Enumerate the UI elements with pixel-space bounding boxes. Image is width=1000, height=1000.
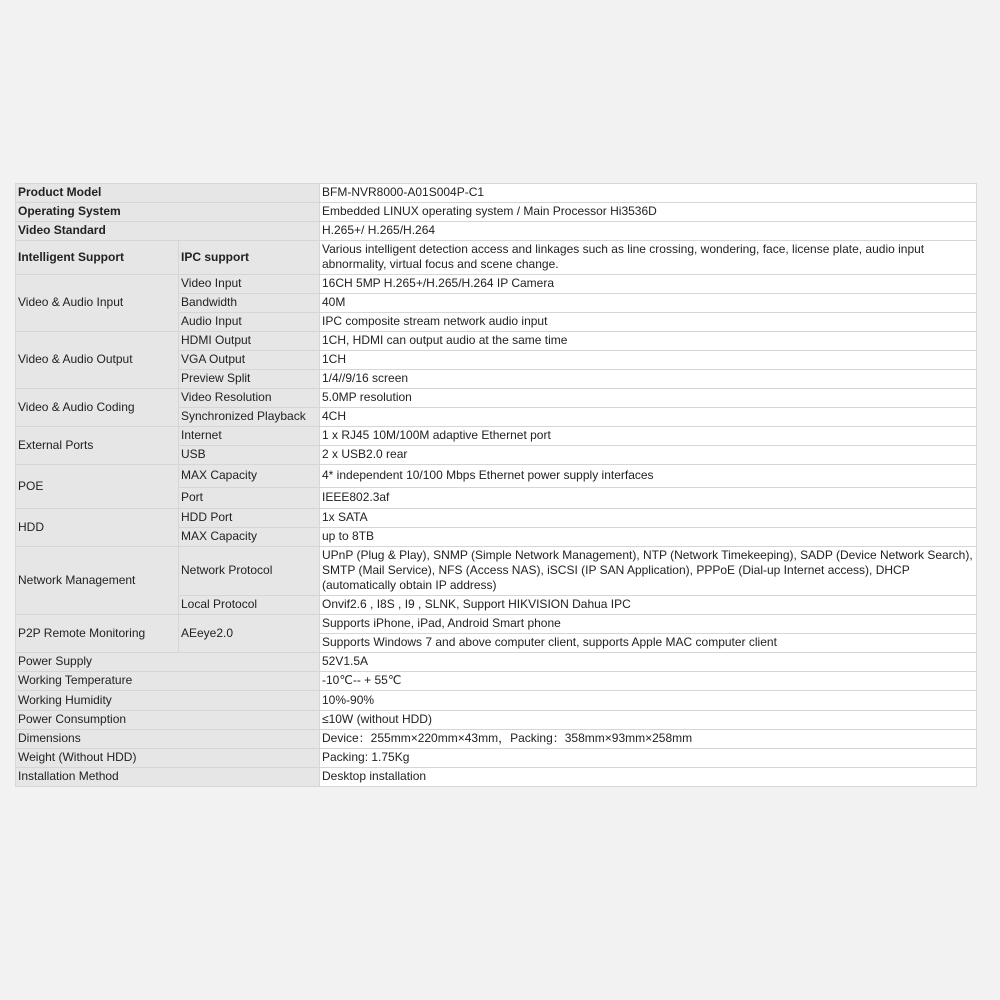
group-label-network-management: Network Management [16, 547, 179, 615]
group-label-poe: POE [16, 465, 179, 509]
row-value-dimensions: Device：255mm×220mm×43mm，Packing：358mm×93mm×258mm [320, 730, 977, 749]
row-value-operating-system: Embedded LINUX operating system / Main Processor Hi3536D [320, 203, 977, 222]
sub-label-video-resolution: Video Resolution [179, 389, 320, 408]
table-row [16, 509, 977, 528]
row-value-poe-port: IEEE802.3af [320, 488, 977, 509]
row-value-video-input: 16CH 5MP H.265+/H.265/H.264 IP Camera [320, 275, 977, 294]
row-value-usb: 2 x USB2.0 rear [320, 446, 977, 465]
sub-label-network-protocol: Network Protocol [179, 547, 320, 596]
sub-label-hdmi-output: HDMI Output [179, 332, 320, 351]
table-row [16, 672, 977, 691]
table-row [16, 615, 977, 634]
row-value-network-protocol: UPnP (Plug & Play), SNMP (Simple Network Management), NTP (Network Timekeeping), SADP (Device Network Search), SMTP (Mail Service), NFS (Access NAS), iSCSI (IP SAN Application), PPPoE (Dial-up Internet access), DHCP (automatically obtain IP address) [320, 547, 977, 596]
table-row [16, 332, 977, 351]
row-label-installation-method: Installation Method [16, 768, 320, 787]
row-value-video-standard: H.265+/ H.265/H.264 [320, 222, 977, 241]
table-row [16, 389, 977, 408]
row-value-power-consumption: ≤10W (without HDD) [320, 711, 977, 730]
sub-label-poe-port: Port [179, 488, 320, 509]
table-row [16, 465, 977, 488]
table-row [16, 184, 977, 203]
table-row [16, 691, 977, 711]
row-value-internet: 1 x RJ45 10M/100M adaptive Ethernet port [320, 427, 977, 446]
row-value-hdd-max-capacity: up to 8TB [320, 528, 977, 547]
row-label-operating-system: Operating System [16, 203, 320, 222]
group-label-p2p-remote-monitoring: P2P Remote Monitoring [16, 615, 179, 653]
row-value-preview-split: 1/4//9/16 screen [320, 370, 977, 389]
group-label-video-audio-coding: Video & Audio Coding [16, 389, 179, 427]
row-value-video-resolution: 5.0MP resolution [320, 389, 977, 408]
row-value-installation-method: Desktop installation [320, 768, 977, 787]
row-label-weight: Weight (Without HDD) [16, 749, 320, 768]
sub-label-poe-max-capacity: MAX Capacity [179, 465, 320, 488]
row-label-dimensions: Dimensions [16, 730, 320, 749]
table-row [16, 768, 977, 787]
table-row [16, 427, 977, 446]
row-value-working-temperature: -10℃-- + 55℃ [320, 672, 977, 691]
table-row [16, 749, 977, 768]
row-label-working-humidity: Working Humidity [16, 691, 320, 711]
table-row [16, 203, 977, 222]
table-row [16, 730, 977, 749]
row-value-power-supply: 52V1.5A [320, 653, 977, 672]
table-row [16, 711, 977, 730]
row-value-audio-input: IPC composite stream network audio input [320, 313, 977, 332]
row-value-product-model: BFM-NVR8000-A01S004P-C1 [320, 184, 977, 203]
sub-label-hdd-port: HDD Port [179, 509, 320, 528]
row-value-working-humidity: 10%-90% [320, 691, 977, 711]
sub-label-ipc-support: IPC support [179, 241, 320, 275]
group-label-external-ports: External Ports [16, 427, 179, 465]
row-value-vga-output: 1CH [320, 351, 977, 370]
row-label-power-supply: Power Supply [16, 653, 320, 672]
table-row [16, 222, 977, 241]
sub-label-bandwidth: Bandwidth [179, 294, 320, 313]
row-value-bandwidth: 40M [320, 294, 977, 313]
row-value-synchronized-playback: 4CH [320, 408, 977, 427]
table-row [16, 547, 977, 596]
group-label-video-audio-output: Video & Audio Output [16, 332, 179, 389]
table-row [16, 275, 977, 294]
sub-label-audio-input: Audio Input [179, 313, 320, 332]
row-value-ipc-support: Various intelligent detection access and linkages such as line crossing, wondering, face, license plate, audio input abnormality, virtual focus and scene change. [320, 241, 977, 275]
group-label-intelligent-support: Intelligent Support [16, 241, 179, 275]
sub-label-usb: USB [179, 446, 320, 465]
row-label-video-standard: Video Standard [16, 222, 320, 241]
sub-label-internet: Internet [179, 427, 320, 446]
sub-label-synchronized-playback: Synchronized Playback [179, 408, 320, 427]
group-label-hdd: HDD [16, 509, 179, 547]
row-value-local-protocol: Onvif2.6 , I8S , I9 , SLNK, Support HIKVISION Dahua IPC [320, 596, 977, 615]
row-value-hdd-port: 1x SATA [320, 509, 977, 528]
row-label-power-consumption: Power Consumption [16, 711, 320, 730]
row-value-hdmi-output: 1CH, HDMI can output audio at the same time [320, 332, 977, 351]
sub-label-vga-output: VGA Output [179, 351, 320, 370]
table-row [16, 241, 977, 275]
sub-label-preview-split: Preview Split [179, 370, 320, 389]
row-value-p2p-mobile: Supports iPhone, iPad, Android Smart phone [320, 615, 977, 634]
sub-label-hdd-max-capacity: MAX Capacity [179, 528, 320, 547]
sub-label-video-input: Video Input [179, 275, 320, 294]
group-label-video-audio-input: Video & Audio Input [16, 275, 179, 332]
row-value-poe-max-capacity: 4* independent 10/100 Mbps Ethernet power supply interfaces [320, 465, 977, 488]
row-label-product-model: Product Model [16, 184, 320, 203]
sub-label-aeeye: AEeye2.0 [179, 615, 320, 653]
row-value-p2p-computer: Supports Windows 7 and above computer client, supports Apple MAC computer client [320, 634, 977, 653]
spec-table [15, 183, 977, 787]
sub-label-local-protocol: Local Protocol [179, 596, 320, 615]
table-row [16, 653, 977, 672]
row-label-working-temperature: Working Temperature [16, 672, 320, 691]
row-value-weight: Packing: 1.75Kg [320, 749, 977, 768]
